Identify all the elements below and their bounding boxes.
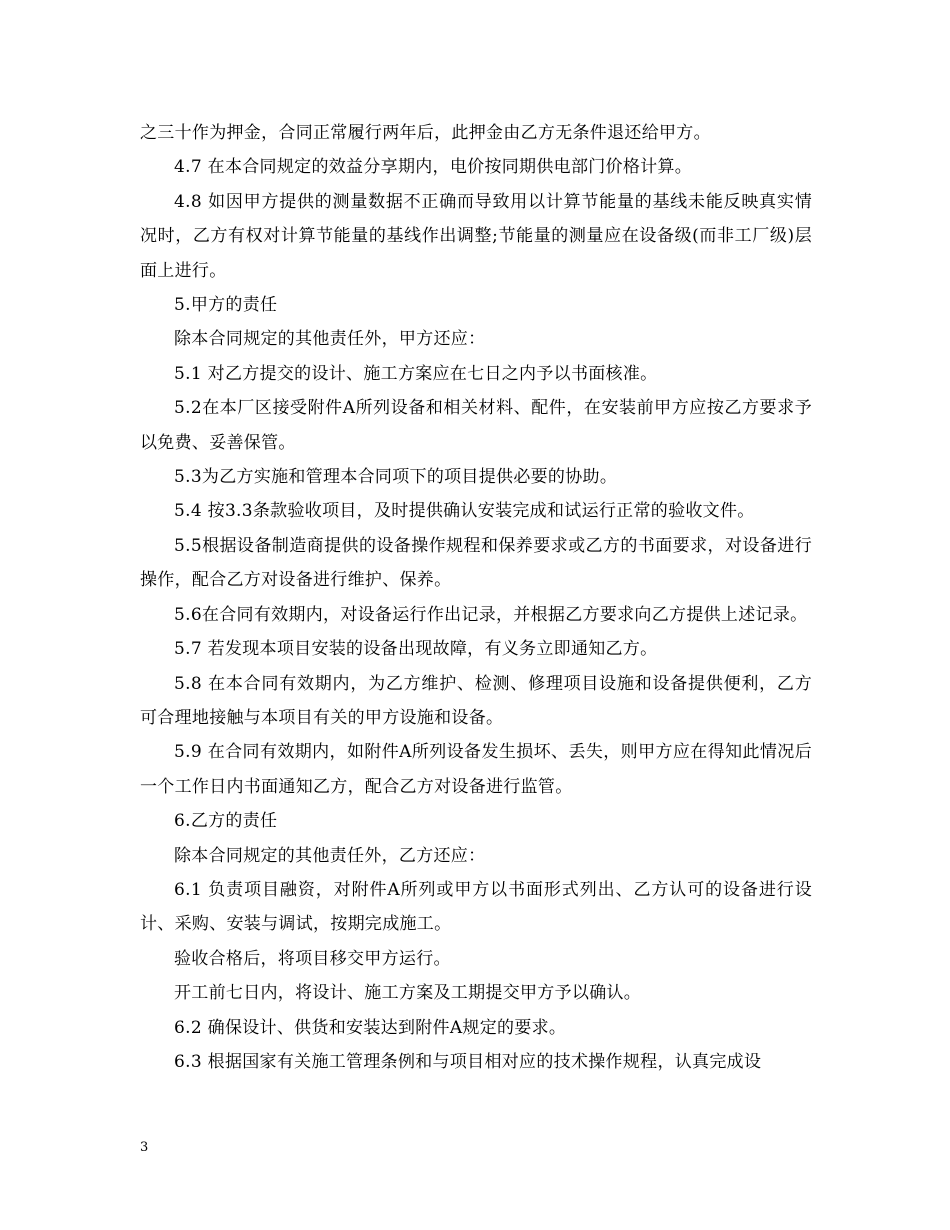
section-heading-party-b-duties: 6.乙方的责任 — [174, 811, 278, 832]
clause-6-1-acceptance: 验收合格后，将项目移交甲方运行。 — [174, 948, 451, 969]
page-number: 3 — [140, 1140, 149, 1155]
clause-5-9: 5.9 在合同有效期内，如附件A所列设备发生损坏、丢失，则甲方应在得知此情况后一个工作日内书面通知乙方，配合乙方对设备进行监管。 — [140, 742, 812, 797]
paragraph-continuation: 之三十作为押金，合同正常履行两年后，此押金由乙方无条件退还给甲方。 — [140, 123, 711, 143]
clause-5-6: 5.6在合同有效期内，对设备运行作出记录，并根据乙方要求向乙方提供上述记录。 — [174, 604, 808, 625]
clause-6-2: 6.2 确保设计、供货和安装达到附件A规定的要求。 — [174, 1017, 567, 1038]
clause-6-3: 6.3 根据国家有关施工管理条例和与项目相对应的技术操作规程，认真完成设 — [174, 1051, 762, 1072]
clause-6-1-schedule: 开工前七日内，将设计、施工方案及工期提交甲方予以确认。 — [174, 983, 642, 1004]
section-heading-party-a-duties: 5.甲方的责任 — [174, 295, 278, 316]
document-body — [140, 116, 812, 1079]
clause-5-8: 5.8 在本合同有效期内，为乙方维护、检测、修理项目设施和设备提供便利，乙方可合理地接触与本项目有关的甲方设施和设备。 — [140, 673, 812, 728]
section-intro-party-b: 除本合同规定的其他责任外，乙方还应： — [174, 845, 486, 866]
clause-4-7: 4.7 在本合同规定的效益分享期内，电价按同期供电部门价格计算。 — [174, 157, 693, 178]
clause-5-2: 5.2在本厂区接受附件A所列设备和相关材料、配件，在安装前甲方应按乙方要求予以免费、妥善保管。 — [140, 398, 812, 453]
clause-6-1: 6.1 负责项目融资，对附件A所列或甲方以书面形式列出、乙方认可的设备进行设计、采购、安装与调试，按期完成施工。 — [140, 879, 812, 935]
clause-5-5: 5.5根据设备制造商提供的设备操作规程和保养要求或乙方的书面要求，对设备进行操作，配合乙方对设备进行维护、保养。 — [140, 535, 812, 591]
clause-5-1: 5.1 对乙方提交的设计、施工方案应在七日之内予以书面核准。 — [174, 363, 658, 384]
clause-4-8: 4.8 如因甲方提供的测量数据不正确而导致用以计算节能量的基线未能反映真实情况时，乙方有权对计算节能量的基线作出调整;节能量的测量应在设备级(而非工厂级)层面上进行。 — [140, 191, 812, 281]
clause-5-3: 5.3为乙方实施和管理本合同项下的项目提供必要的协助。 — [174, 467, 618, 488]
clause-5-4: 5.4 按3.3条款验收项目，及时提供确认安装完成和试运行正常的验收文件。 — [174, 501, 755, 522]
clause-5-7: 5.7 若发现本项目安装的设备出现故障，有义务立即通知乙方。 — [174, 639, 658, 660]
section-intro-party-a: 除本合同规定的其他责任外，甲方还应： — [174, 329, 486, 350]
